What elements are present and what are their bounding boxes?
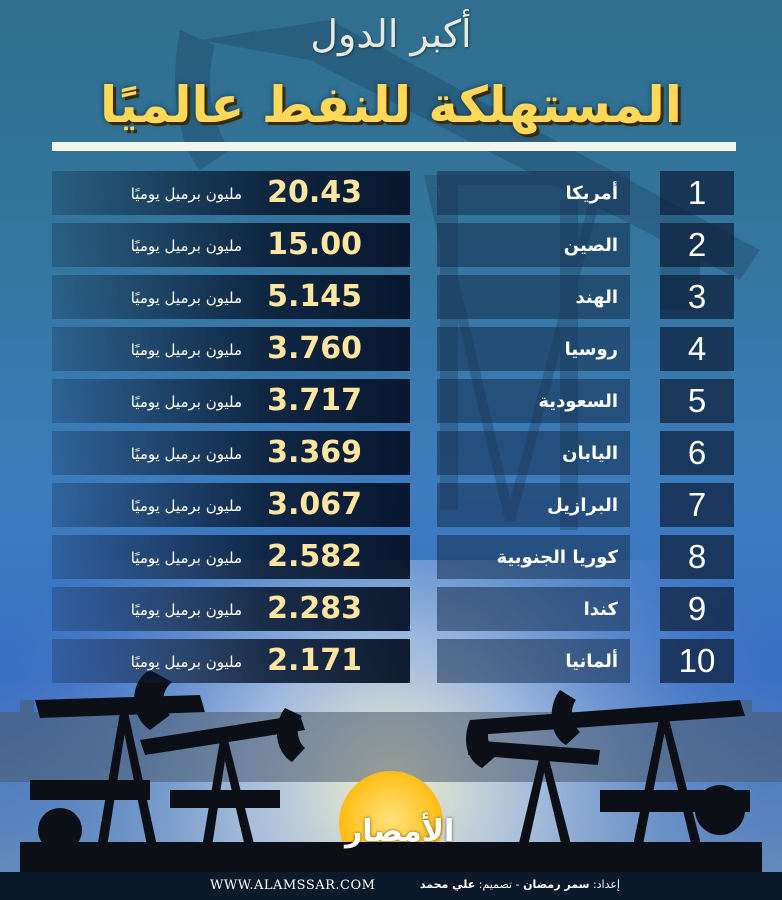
consumption-unit: مليون برميل يوميًا bbox=[130, 289, 242, 307]
credits bbox=[400, 878, 620, 891]
country-name: الصين bbox=[437, 223, 630, 267]
country-name: الهند bbox=[437, 275, 630, 319]
rank-number: 6 bbox=[660, 431, 734, 475]
country-name: السعودية bbox=[437, 379, 630, 423]
country-name: أمريكا bbox=[437, 171, 630, 215]
title-line-1: أكبر الدول bbox=[310, 12, 472, 56]
rank-number: 3 bbox=[660, 275, 734, 319]
consumption-unit: مليون برميل يوميًا bbox=[130, 601, 242, 619]
rank-number: 5 bbox=[660, 379, 734, 423]
country-name: روسيا bbox=[437, 327, 630, 371]
value-cell bbox=[52, 535, 410, 579]
consumption-unit: مليون برميل يوميًا bbox=[130, 341, 242, 359]
consumption-value: 2.283 bbox=[267, 591, 362, 626]
consumption-unit: مليون برميل يوميًا bbox=[130, 549, 242, 567]
rank-number: 1 bbox=[660, 171, 734, 215]
country-name: ألمانيا bbox=[437, 639, 630, 683]
website-url[interactable]: WWW.ALAMSSAR.COM bbox=[210, 878, 376, 893]
country-name: كندا bbox=[437, 587, 630, 631]
design-name: علي محمد bbox=[419, 878, 476, 891]
credits-separator: - bbox=[512, 878, 520, 891]
consumption-unit: مليون برميل يوميًا bbox=[130, 445, 242, 463]
prepared-label: إعداد: bbox=[592, 878, 620, 891]
brand-logo: الأمصار bbox=[345, 814, 455, 849]
consumption-unit: مليون برميل يوميًا bbox=[130, 653, 242, 671]
consumption-value: 3.369 bbox=[267, 435, 362, 470]
value-cell bbox=[52, 587, 410, 631]
rank-number: 2 bbox=[660, 223, 734, 267]
rank-number: 4 bbox=[660, 327, 734, 371]
consumption-value: 2.171 bbox=[267, 643, 362, 678]
footer-bar bbox=[0, 872, 782, 900]
consumption-unit: مليون برميل يوميًا bbox=[130, 393, 242, 411]
rank-number: 7 bbox=[660, 483, 734, 527]
title-line-2: المستهلكة للنفط عالميًا bbox=[100, 76, 682, 134]
title-underline bbox=[52, 142, 736, 151]
value-cell bbox=[52, 431, 410, 475]
design-label: تصميم: bbox=[478, 878, 513, 891]
value-cell bbox=[52, 171, 410, 215]
value-cell bbox=[52, 379, 410, 423]
consumption-unit: مليون برميل يوميًا bbox=[130, 237, 242, 255]
value-cell bbox=[52, 327, 410, 371]
consumption-value: 2.582 bbox=[267, 539, 362, 574]
country-name: البرازيل bbox=[437, 483, 630, 527]
value-cell bbox=[52, 223, 410, 267]
country-name: اليابان bbox=[437, 431, 630, 475]
consumption-value: 3.717 bbox=[267, 383, 362, 418]
consumption-value: 15.00 bbox=[267, 227, 362, 262]
consumption-value: 20.43 bbox=[267, 175, 362, 210]
consumption-value: 3.760 bbox=[267, 331, 362, 366]
value-cell bbox=[52, 275, 410, 319]
value-cell bbox=[52, 483, 410, 527]
rank-number: 10 bbox=[660, 639, 734, 683]
value-cell bbox=[52, 639, 410, 683]
rank-number: 8 bbox=[660, 535, 734, 579]
consumption-value: 3.067 bbox=[267, 487, 362, 522]
consumption-value: 5.145 bbox=[267, 279, 362, 314]
consumption-unit: مليون برميل يوميًا bbox=[130, 185, 242, 203]
consumption-unit: مليون برميل يوميًا bbox=[130, 497, 242, 515]
rank-number: 9 bbox=[660, 587, 734, 631]
country-name: كوريا الجنوبية bbox=[437, 535, 630, 579]
prepared-name: سمر رمضان bbox=[523, 878, 590, 891]
